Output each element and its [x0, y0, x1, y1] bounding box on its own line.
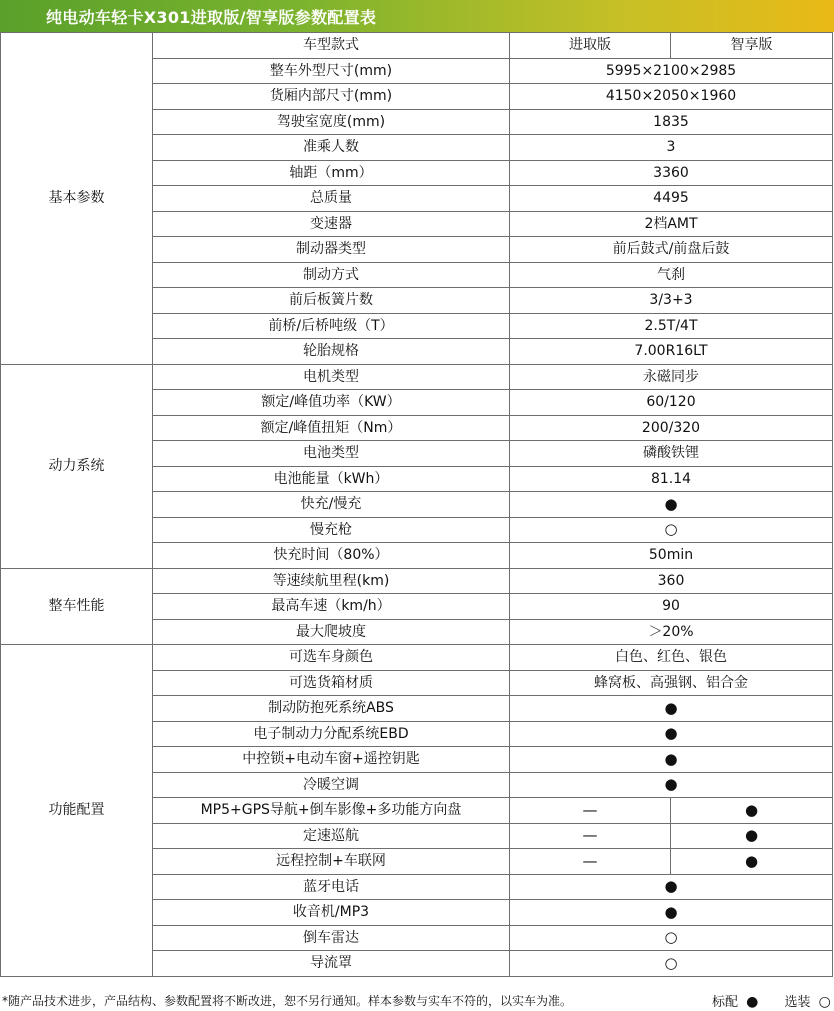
param-value: 2.5T/4T [510, 313, 833, 339]
param-value: ● [510, 721, 833, 747]
param-label: 收音机/MP3 [153, 900, 510, 926]
page-title: 纯电动车轻卡X301进取版/智享版参数配置表 [46, 8, 377, 27]
group-label: 功能配置 [1, 645, 153, 977]
variant-b-header: 智享版 [671, 33, 833, 59]
param-label: 制动方式 [153, 262, 510, 288]
param-value: ● [510, 492, 833, 518]
param-value-b: ● [671, 849, 833, 875]
param-label: 等速续航里程(km) [153, 568, 510, 594]
table-header-row [1, 33, 833, 59]
group-label: 动力系统 [1, 364, 153, 568]
param-label: 可选货箱材质 [153, 670, 510, 696]
param-value: 蜂窝板、高强钢、铝合金 [510, 670, 833, 696]
param-value: 60/120 [510, 390, 833, 416]
param-label: 冷暖空调 [153, 772, 510, 798]
standard-dot-icon: ● [746, 994, 759, 1010]
param-value: 4495 [510, 186, 833, 212]
param-value: 3360 [510, 160, 833, 186]
param-label: 电池能量（kWh） [153, 466, 510, 492]
param-value: ● [510, 696, 833, 722]
param-label: 蓝牙电话 [153, 874, 510, 900]
legend [712, 991, 831, 1010]
param-label: 慢充枪 [153, 517, 510, 543]
param-label: 额定/峰值功率（KW） [153, 390, 510, 416]
spec-table-body [1, 33, 833, 977]
param-label: 最高车速（km/h） [153, 594, 510, 620]
optional-circle-icon: ○ [818, 994, 831, 1010]
table-row [1, 645, 833, 671]
param-label: 准乘人数 [153, 135, 510, 161]
param-value: 90 [510, 594, 833, 620]
param-label: 电机类型 [153, 364, 510, 390]
param-label: 制动器类型 [153, 237, 510, 263]
param-label: 快充/慢充 [153, 492, 510, 518]
param-label: 导流罩 [153, 951, 510, 977]
param-value: 1835 [510, 109, 833, 135]
param-label: 货厢内部尺寸(mm) [153, 84, 510, 110]
param-value: 永磁同步 [510, 364, 833, 390]
footnote: *随产品技术进步，产品结构、参数配置将不断改进，恕不另行通知。样本参数与实车不符的，以实车为准。 [2, 994, 573, 1008]
param-label: 制动防抱死系统ABS [153, 696, 510, 722]
param-label: 倒车雷达 [153, 925, 510, 951]
param-value: 白色、红色、银色 [510, 645, 833, 671]
param-value: 磷酸铁锂 [510, 441, 833, 467]
param-label: 前桥/后桥吨级（T） [153, 313, 510, 339]
param-value: ○ [510, 517, 833, 543]
model-label-cell: 车型款式 [153, 33, 510, 59]
param-value: ＞20% [510, 619, 833, 645]
param-value-b: ● [671, 823, 833, 849]
param-label: 中控锁+电动车窗+遥控钥匙 [153, 747, 510, 773]
param-value-a: — [510, 849, 671, 875]
param-value: 360 [510, 568, 833, 594]
param-label: 轮胎规格 [153, 339, 510, 365]
param-label: 驾驶室宽度(mm) [153, 109, 510, 135]
param-value: 4150×2050×1960 [510, 84, 833, 110]
spec-table [0, 32, 833, 977]
param-value: 5995×2100×2985 [510, 58, 833, 84]
table-row [1, 568, 833, 594]
param-label: 可选车身颜色 [153, 645, 510, 671]
param-value: 81.14 [510, 466, 833, 492]
table-row [1, 364, 833, 390]
param-value-b: ● [671, 798, 833, 824]
group-label: 整车性能 [1, 568, 153, 645]
param-value: 3/3+3 [510, 288, 833, 314]
param-value: ● [510, 747, 833, 773]
param-value: 前后鼓式/前盘后鼓 [510, 237, 833, 263]
group-label: 基本参数 [1, 33, 153, 365]
param-value: ● [510, 874, 833, 900]
param-label: 定速巡航 [153, 823, 510, 849]
legend-standard-label: 标配 [712, 995, 739, 1010]
param-value: 7.00R16LT [510, 339, 833, 365]
param-label: 最大爬坡度 [153, 619, 510, 645]
param-label: MP5+GPS导航+倒车影像+多功能方向盘 [153, 798, 510, 824]
param-value: ○ [510, 951, 833, 977]
param-value: 3 [510, 135, 833, 161]
param-label: 远程控制+车联网 [153, 849, 510, 875]
param-label: 变速器 [153, 211, 510, 237]
param-value: 50min [510, 543, 833, 569]
param-label: 快充时间（80%） [153, 543, 510, 569]
param-value: 2档AMT [510, 211, 833, 237]
param-label: 总质量 [153, 186, 510, 212]
param-value: 200/320 [510, 415, 833, 441]
title-banner [0, 0, 834, 32]
param-label: 整车外型尺寸(mm) [153, 58, 510, 84]
param-value: ○ [510, 925, 833, 951]
param-label: 前后板簧片数 [153, 288, 510, 314]
legend-optional-label: 选装 [784, 995, 811, 1010]
param-value: ● [510, 900, 833, 926]
param-value: 气刹 [510, 262, 833, 288]
param-value-a: — [510, 823, 671, 849]
variant-a-header: 进取版 [510, 33, 671, 59]
param-value-a: — [510, 798, 671, 824]
param-label: 额定/峰值扭矩（Nm） [153, 415, 510, 441]
param-label: 电子制动力分配系统EBD [153, 721, 510, 747]
param-label: 电池类型 [153, 441, 510, 467]
param-value: ● [510, 772, 833, 798]
param-label: 轴距（mm） [153, 160, 510, 186]
